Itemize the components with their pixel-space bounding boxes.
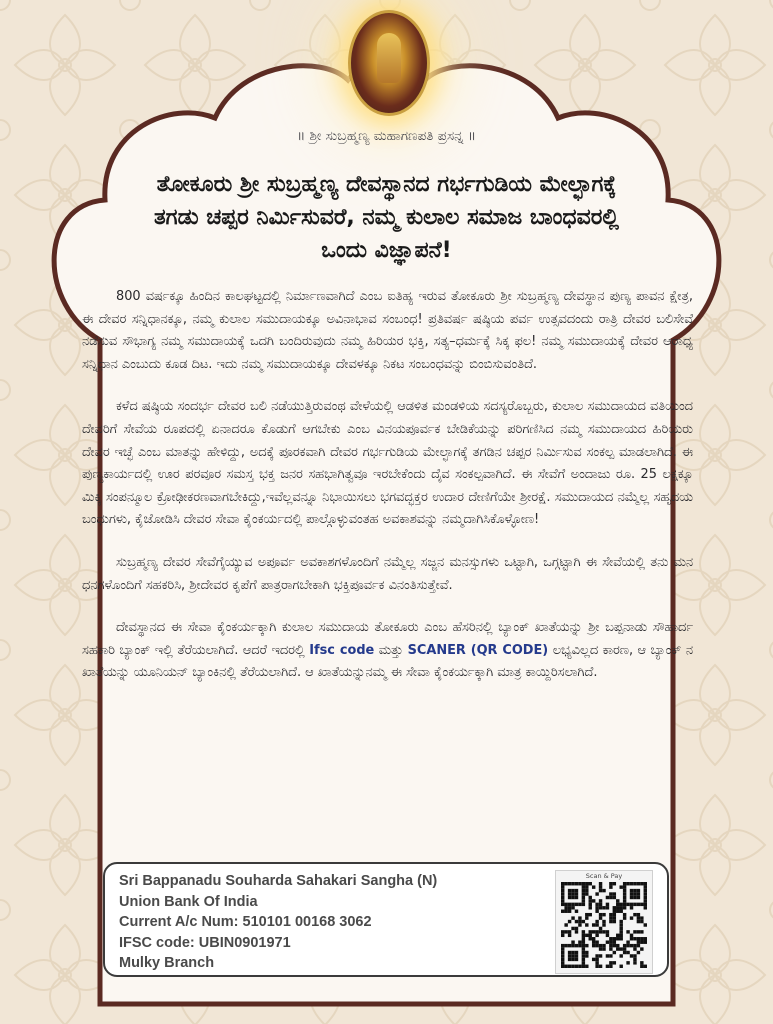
deity-figure (377, 33, 401, 83)
bank-text-3: ಲಭ್ಯವಿಲ್ಲದ ಕಾರಣ, ಆ ಬ್ಯಾಂಕ್ ನ ಖಾತೆಯನ್ನು ಯೂನಿಯನ್ ಬ್ಯಾಂಕಿನಲ್ಲಿ ತೆರೆಯಲಾಗಿದೆ. ಆ ಖಾತೆಯನ್ನುನಮ್ಮ ಈ ಸೇವಾ ಕೈಂಕರ್ಯಕ್ಕಾಗಿ ಮಾತ್ರ ಕಾಯ್ದಿರಿಸಲಾಗಿದೆ. (82, 642, 694, 681)
bank-text-1: ದೇವಸ್ಥಾನದ ಈ ಸೇವಾ ಕೈಂಕರ್ಯಕ್ಕಾಗಿ ಕುಲಾಲ ಸಮುದಾಯ ತೋಕೂರು ಎಂಬ ಹೆಸರಿನಲ್ಲಿ ಬ್ಯಾಂಕ್ ಖಾತೆಯನ್ನು ಶ್ರೀ ಬಪ್ಪನಾಡು ಸೌಹಾರ್ದ ಸಹಕಾರಿ ಬ್ಯಾಂಕ್ ಇಲ್ಲಿ ತೆರೆಯಲಾಗಿದೆ. ಆದರೆ ಇದರಲ್ಲಿ (82, 620, 693, 658)
paragraph-bank-account (82, 617, 693, 685)
bank-name: Union Bank Of India (119, 893, 258, 910)
bank-details-box (103, 862, 669, 977)
bank-text-2: ಮತ್ತು (378, 642, 404, 658)
paragraph-request: ಸುಬ್ರಹ್ಮಣ್ಯ ದೇವರ ಸೇವೆಗೈಯ್ಯುವ ಅಪೂರ್ವ ಅವಕಾಶಗಳೊಂದಿಗೆ ನಮ್ಮೆಲ್ಲ ಸಜ್ಜನ ಮನಸ್ಸುಗಳು ಒಟ್ಟಾಗಿ, ಒಗ್ಗಟ್ಟಾಗಿ ಈ ಸೇವೆಯಲ್ಲಿ ತನು ಮನ ಧನಗಳೊಂದಿಗೆ ಸಹಕರಿಸಿ, ಶ್ರೀದೇವರ ಕೃಪೆಗೆ ಪಾತ್ರರಾಗಬೇಕಾಗಿ ಭಕ್ತಿಪೂರ್ವಕ ವಿನಂತಿಸುತ್ತೇವೆ. (82, 554, 693, 593)
qr-caption: Scan & Pay (585, 872, 623, 880)
qr-code-icon (561, 882, 647, 968)
deity-image (348, 10, 430, 116)
bank-details (119, 871, 437, 974)
ifsc-highlight: Ifsc code (309, 642, 375, 658)
bank-account-name: Sri Bappanadu Souharda Sahakari Sangha (N) (119, 873, 438, 889)
branch-name: Mulky Branch (119, 955, 215, 971)
ifsc-code: IFSC code: UBIN0901971 (119, 934, 291, 951)
scanner-highlight: SCANER (QR CODE) (407, 642, 549, 658)
paragraph-appeal: ಕಳೆದ ಷಷ್ಠಿಯ ಸಂದರ್ಭ ದೇವರ ಬಲಿ ನಡೆಯುತ್ತಿರುವಂಥ ವೇಳೆಯಲ್ಲಿ ಆಡಳಿತ ಮಂಡಳಿಯ ಸದಸ್ಯರೊಬ್ಬರು, ಕುಲಾಲ ಸಮುದಾಯದ ವತಿಯಿಂದ ದೇವರಿಗೆ ಸೇವೆಯ ರೂಪದಲ್ಲಿ ಏನಾದರೂ ಕೊಡುಗೆ ಆಗಬೇಕು ಎಂಬ ವಿನಯಪೂರ್ವಕ ಬೇಡಿಕೆಯನ್ನು ಪರಿಗಣಿಸಿದ ನಮ್ಮ ಸಮುದಾಯದ ಹಿರಿಯರು ದೇವರ ಇಚ್ಛೆ ಎಂಬ ಮಾತನ್ನು ಹೇಳಿದ್ದು, ಅದಕ್ಕೆ ಪೂರಕವಾಗಿ ದೇವರ ಗರ್ಭಗುಡಿಯ ಮೇಲ್ಛಾಗಕ್ಕೆ ತಗಡಿನ ಚಪ್ಪರ ನಿರ್ಮಿಸುವ ಸಂಕಲ್ಪ ಮಾಡಲಾಗಿದೆ. ಈ ಪುಣ್ಯಕಾರ್ಯದಲ್ಲಿ ಊರ ಪರವೂರ ಸಮಸ್ತ ಭಕ್ತ ಜನರ ಸಹಭಾಗಿತ್ವವೂ ಇರಬೇಕೆಂದು ದೈವ ಸಂಕಲ್ಪವಾಗಿದೆ. ಈ ಸೇವೆಗೆ ಅಂದಾಜು ರೂ. 25 ಲಕ್ಷಕ್ಕೂ ಮಿಕ್ಕಿ ಸಂಪನ್ಮೂಲ ಕ್ರೋಢೀಕರಣವಾಗಬೇಕಿದ್ದು,ಇವೆಲ್ಲವನ್ನೂ ನಿಭಾಯಿಸಲು ಭಗವದ್ಭಕ್ತರ ಉದಾರ ದೇಣಿಗೆಯೇ ಶ್ರೀರಕ್ಷೆ. ಸಮುದಾಯದ ನಮ್ಮೆಲ್ಲ ಸಹೃದಯ ಬಂಧುಗಳು, ಕೈಜೋಡಿಸಿ ದೇವರ ಸೇವಾ ಕೈಂಕರ್ಯದಲ್ಲಿ ಪಾಲ್ಗೊಳ್ಳುವಂತಹ ಅವಕಾಶವನ್ನು ನಮ್ಮದಾಗಿಸಿಕೊಳ್ಳೋಣ! (82, 399, 693, 528)
qr-code[interactable] (555, 870, 653, 974)
paragraph-history: 800 ವರ್ಷಕ್ಕೂ ಹಿಂದಿನ ಕಾಲಘಟ್ಟದಲ್ಲಿ ನಿರ್ಮಾಣವಾಗಿದೆ ಎಂಬ ಐತಿಹ್ಯ ಇರುವ ತೋಕೂರು ಶ್ರೀ ಸುಬ್ರಹ್ಮಣ್ಯ ದೇವಸ್ಥಾನ ಪುಣ್ಯ ಪಾವನ ಕ್ಷೇತ್ರ, ಈ ದೇವರ ಸನ್ನಿಧಾನಕ್ಕೂ, ನಮ್ಮ ಕುಲಾಲ ಸಮುದಾಯಕ್ಕೂ ಅವಿನಾಭಾವ ಸಂಬಂಧ! ಪ್ರತಿವರ್ಷ ಷಷ್ಠಿಯ ಪರ್ವ ಉತ್ಸವದಂದು ರಾತ್ರಿ ದೇವರ ಬಲಿಸೇವೆ ನಡೆಸುವ ಸೌಭಾಗ್ಯ ನಮ್ಮ ಸಮುದಾಯಕ್ಕೆ ಒದಗಿ ಬಂದಿರುವುದು ನಮ್ಮ ಹಿರಿಯರ ಭಕ್ತಿ, ಸತ್ಯ–ಧರ್ಮಕ್ಕೆ ಸಿಕ್ಕ ಫಲ! ನಮ್ಮ ಸಮುದಾಯಕ್ಕೆ ದೇವರ ಆರಾಧ್ಯ ಸನ್ನಿಧಾನ ಎಂಬುದು ಕೂಡ ದಿಟ. ಇದು ನಮ್ಮ ಸಮುದಾಯಕ್ಕೂ ದೇವಳಕ್ಕೂ ನಿಕಟ ಸಂಬಂಧವನ್ನು ಬಿಂಬಿಸುವಂತಿದೆ. (82, 289, 693, 372)
notice-headline: ತೋಕೂರು ಶ್ರೀ ಸುಬ್ರಹ್ಮಣ್ಯ ದೇವಸ್ಥಾನದ ಗರ್ಭಗುಡಿಯ ಮೇಲ್ಛಾಗಕ್ಕೆ ತಗಡು ಚಪ್ಪರ ನಿರ್ಮಿಸುವರೆ, ನಮ್ಮ ಕುಲಾಲ ಸಮಾಜ ಬಾಂಧವರಲ್ಲಿ ಒಂದು ವಿಜ್ಞಾಪನೆ! (154, 172, 619, 263)
notice-body (82, 286, 693, 705)
account-number: Current A/c Num: 510101 00168 3062 (119, 914, 372, 930)
invocation-line: ॥ ಶ್ರೀ ಸುಬ್ರಹ್ಮಣ್ಯ ಮಹಾಗಣಪತಿ ಪ್ರಸನ್ನ ॥ (296, 128, 476, 144)
